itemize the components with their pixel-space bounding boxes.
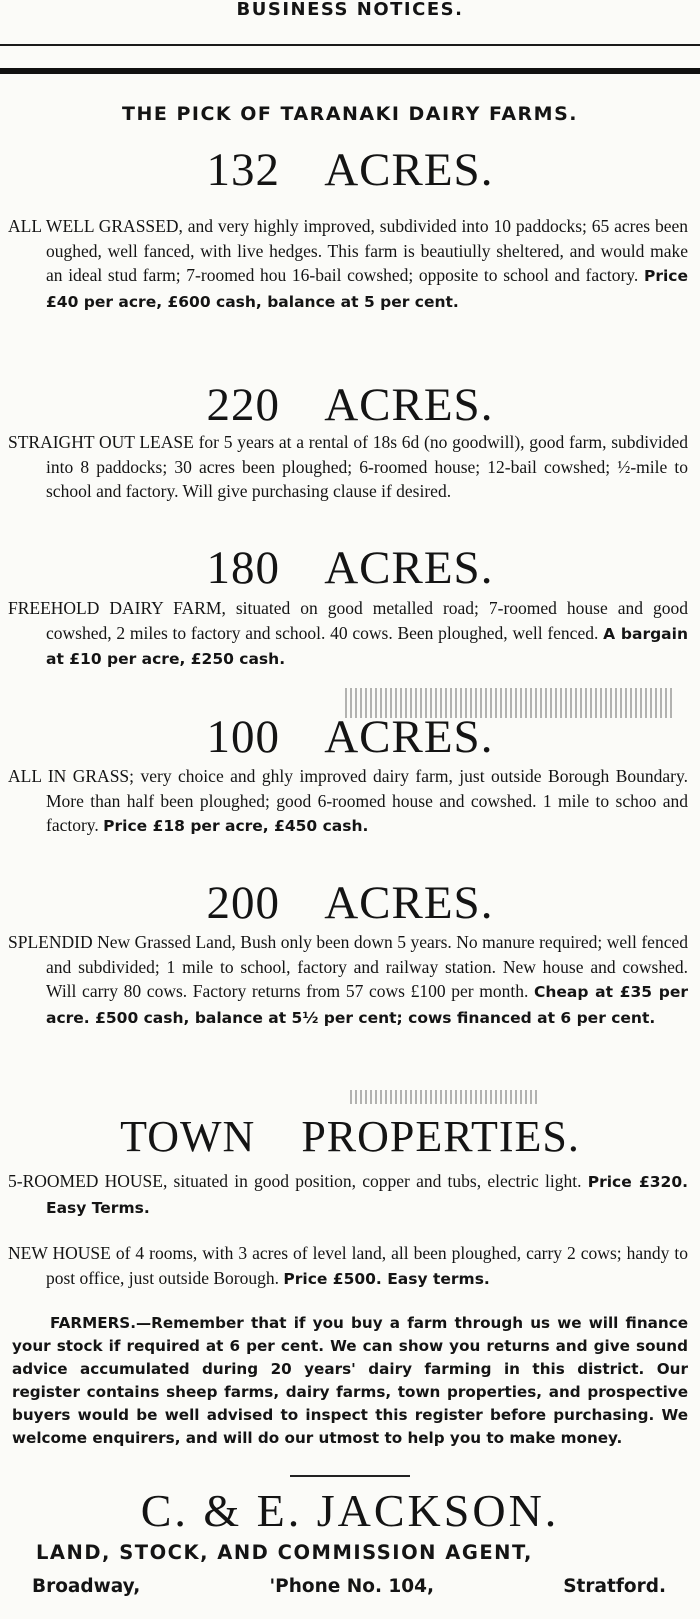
agent-title: LAND, STOCK, AND COMMISSION AGENT, bbox=[36, 1541, 533, 1564]
contact-line bbox=[32, 1574, 666, 1600]
listing-lead: ALL IN GRASS; bbox=[8, 766, 135, 786]
listing-lead: FREEHOLD DAIRY FARM, bbox=[8, 598, 226, 618]
listing-lead: SPLENDID bbox=[8, 932, 93, 952]
listing-heading: 180 ACRES. bbox=[206, 542, 494, 594]
listing-heading: 220 ACRES. bbox=[206, 379, 494, 431]
town-listing-lead: NEW HOUSE bbox=[8, 1243, 111, 1263]
farmers-notice: FARMERS.—Remember that if you buy a farm through us we will finance your stock if required at 6 per cent. We can show you returns and give sound advice accumulated during 20 years' dairy farming in this district. Our register contains sheep farms, dairy farms, town properties, and prospective buyers would be well advised to inspect this register before purchasing. We welcome enquirers, and will do our utmost to help you to make money. bbox=[12, 1314, 688, 1447]
town-text: Stratford. bbox=[563, 1576, 666, 1597]
town-listing-body: of 4 rooms, with 3 acres of level land, all been ploughed, carry 2 cows; handy to post office, just outside Borough. bbox=[46, 1243, 688, 1288]
town-listing-price: Price £320. Easy Terms. bbox=[46, 1173, 689, 1217]
listing-price: Price £40 per acre, £600 cash, balance at 5 per cent. bbox=[46, 267, 688, 311]
print-smudge bbox=[350, 1090, 540, 1104]
town-listing-body: situated in good position, copper and tubs, electric light. bbox=[167, 1171, 588, 1191]
listing-heading: 200 ACRES. bbox=[206, 877, 494, 929]
listing-text bbox=[8, 764, 688, 839]
listing-body: very choice and ghly improved dairy farm, just outside Borough Boundary. More than half been ploughed; good 6-roomed house and cowshed. 1 mile to schoo and factory. bbox=[46, 766, 688, 835]
listing-price: Price £18 per acre, £450 cash. bbox=[103, 817, 369, 835]
advert-title: THE PICK OF TARANAKI DAIRY FARMS. bbox=[122, 103, 578, 125]
listing-price: A bargain at £10 per acre, £250 cash. bbox=[46, 624, 688, 668]
section-header: BUSINESS NOTICES. bbox=[236, 0, 464, 20]
address-text: Broadway, bbox=[32, 1576, 141, 1597]
listing-text bbox=[8, 596, 688, 672]
listing-text bbox=[8, 214, 688, 314]
town-listing-lead: 5-ROOMED HOUSE, bbox=[8, 1171, 168, 1191]
listing-heading: 100 ACRES. bbox=[206, 711, 494, 763]
top-rule-thin bbox=[0, 44, 700, 46]
listing-heading: 132 ACRES. bbox=[206, 144, 494, 196]
top-rule-thick bbox=[0, 68, 700, 74]
listing-lead: ALL WELL GRASSED, bbox=[8, 216, 183, 236]
firm-name: C. & E. JACKSON. bbox=[140, 1485, 560, 1536]
town-listing-price: Price £500. Easy terms. bbox=[283, 1269, 490, 1288]
listing-lead: STRAIGHT OUT LEASE bbox=[8, 432, 194, 452]
listing-body: situated on good metalled road; 7-roomed house and good cowshed, 2 miles to factory and school. 40 cows. Been ploughed, well fenced. bbox=[46, 598, 688, 643]
listing-body: and very highly improved, subdivided into 10 paddocks; 65 acres been oughed, well fanced, with live hedges. This farm is beautiully sheltered, and would make an ideal stud farm; 7-roomed hou 16-bail cowshed; opposite to school and factory. bbox=[46, 216, 688, 285]
listing-body: for 5 years at a rental of 18s 6d (no goodwill), good farm, subdivided into 8 paddocks; 30 acres been ploughed; 6-roomed house; 12-bail cowshed; ½-mile to school and factory. Will give purchasing clause if desired. bbox=[46, 432, 688, 501]
phone-text: 'Phone No. 104, bbox=[269, 1576, 435, 1597]
town-listing-text bbox=[8, 1241, 688, 1291]
divider-rule bbox=[290, 1475, 410, 1477]
listing-text bbox=[8, 930, 688, 1030]
listing-body: New Grassed Land, Bush only been down 5 years. No manure required; well fenced and subdivided; 1 mile to school, factory and railway station. New house and cowshed. Will carry 80 cows. Factory returns from 57 cows £100 per month. bbox=[46, 932, 688, 1001]
listing-price: Cheap at £35 per acre. £500 cash, balance at 5½ per cent; cows financed at 6 per cent. bbox=[46, 983, 688, 1027]
listing-text bbox=[8, 430, 688, 505]
town-heading: TOWN PROPERTIES. bbox=[120, 1112, 580, 1161]
town-listing-text bbox=[8, 1169, 688, 1220]
